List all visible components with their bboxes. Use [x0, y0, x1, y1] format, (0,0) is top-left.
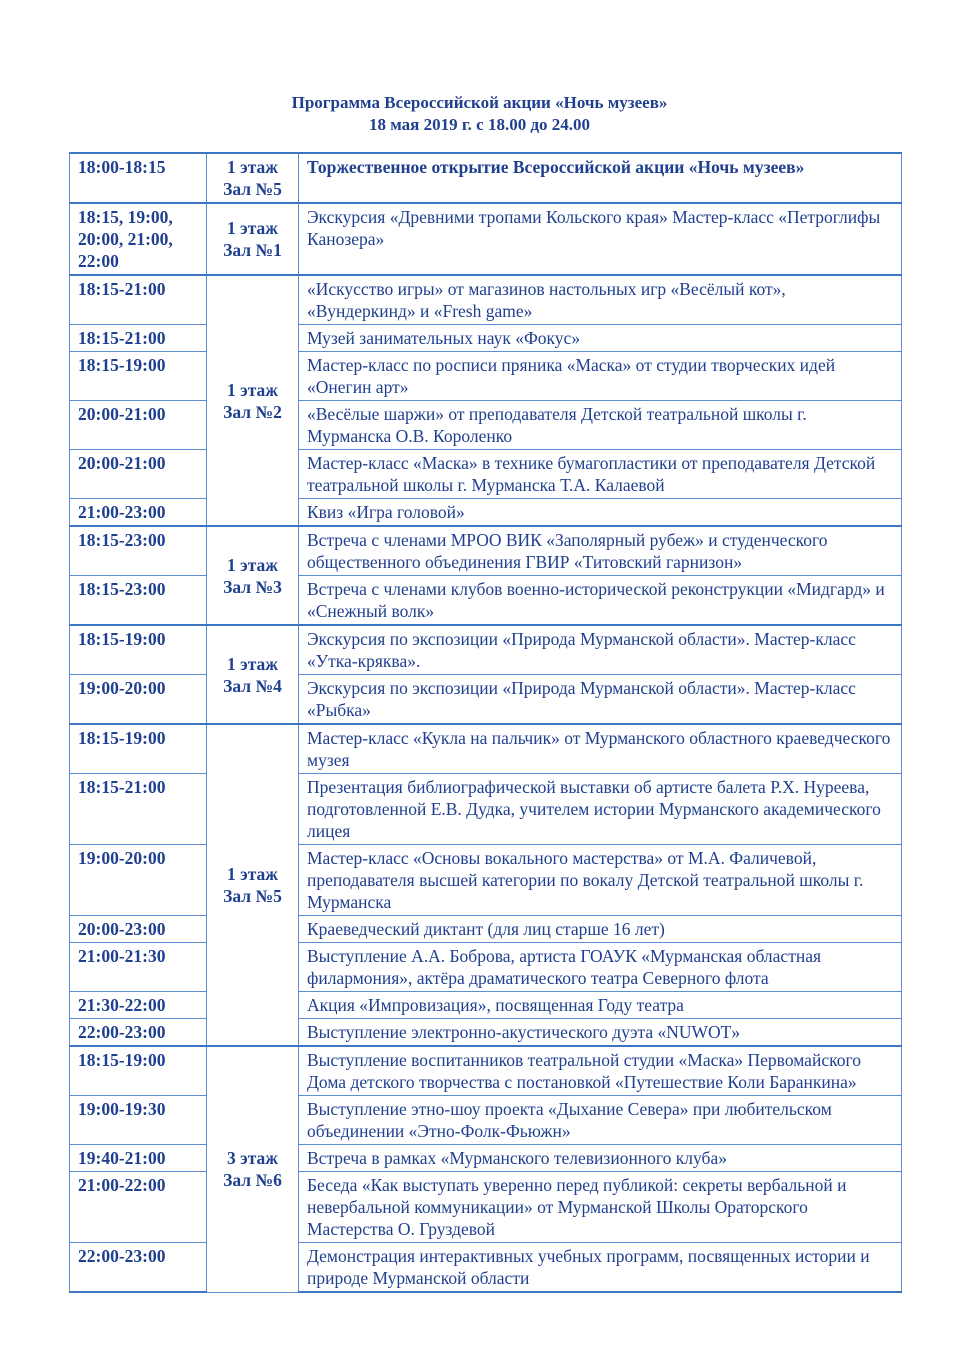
hall-cell [207, 724, 299, 1046]
title-line-2: 18 мая 2019 г. с 18.00 до 24.00 [368, 115, 591, 134]
table-row [70, 1145, 902, 1172]
table-row [70, 275, 902, 325]
table-row [70, 499, 902, 527]
hall-cell [207, 275, 299, 526]
hall-label: Зал №2 [223, 401, 282, 422]
hall-cell [207, 153, 299, 203]
table-row [70, 675, 902, 725]
time-cell: 21:30-22:00 [70, 992, 207, 1019]
time-cell: 19:40-21:00 [70, 1145, 207, 1172]
table-row [70, 153, 902, 203]
time-cell: 21:00-22:00 [70, 1172, 207, 1243]
hall-cell [207, 526, 299, 625]
event-description: «Искусство игры» от магазинов настольных игр «Весёлый кот», «Вундеркинд» и «Fresh game» [299, 275, 902, 325]
event-description: Экскурсия по экспозиции «Природа Мурманской области». Мастер-класс «Утка-кряква». [299, 625, 902, 675]
table-row [70, 1046, 902, 1096]
floor-label: 1 этаж [227, 218, 278, 238]
table-row [70, 625, 902, 675]
program-table [69, 152, 902, 1293]
event-description: Мастер-класс «Маска» в технике бумагопластики от преподавателя Детской театральной школы г. Мурманска Т.А. Калаевой [299, 450, 902, 499]
table-row [70, 1096, 902, 1145]
floor-label: 1 этаж [227, 379, 278, 400]
event-description: Экскурсия по экспозиции «Природа Мурманской области». Мастер-класс «Рыбка» [299, 675, 902, 725]
hall-cell [207, 1046, 299, 1292]
event-description: Экскурсия «Древними тропами Кольского края» Мастер-класс «Петроглифы Канозера» [299, 203, 902, 275]
table-row [70, 526, 902, 576]
event-description: Квиз «Игра головой» [299, 499, 902, 527]
hall-cell [207, 625, 299, 724]
floor-label: 1 этаж [227, 864, 278, 884]
time-cell: 18:15-19:00 [70, 724, 207, 774]
time-cell: 18:15-21:00 [70, 774, 207, 845]
event-description: Мастер-класс «Основы вокального мастерства» от М.А. Фаличевой, преподавателя высшей категории по вокалу Детской театральной школы г. Мурманска [299, 845, 902, 916]
time-cell: 18:15-21:00 [70, 275, 207, 325]
table-row [70, 943, 902, 992]
event-description: Акция «Импровизация», посвященная Году театра [299, 992, 902, 1019]
time-cell: 22:00-23:00 [70, 1243, 207, 1293]
time-cell: 20:00-21:00 [70, 450, 207, 499]
event-description: Беседа «Как выступать уверенно перед публикой: секреты вербальной и невербальной коммуникации» от Мурманской Школы Ораторского Мастерства О. Груздевой [299, 1172, 902, 1243]
floor-label: 3 этаж [227, 1148, 278, 1169]
table-row [70, 352, 902, 401]
time-cell: 19:00-19:30 [70, 1096, 207, 1145]
time-cell: 20:00-21:00 [70, 401, 207, 450]
hall-label: Зал №3 [223, 576, 282, 597]
table-row [70, 774, 902, 845]
time-cell: 21:00-21:30 [70, 943, 207, 992]
event-description: Выступление воспитанников театральной студии «Маска» Первомайского Дома детского творчества с постановкой «Путешествие Коли Баранкина» [299, 1046, 902, 1096]
table-row [70, 450, 902, 499]
table-row [70, 845, 902, 916]
event-description: Демонстрация интерактивных учебных программ, посвященных истории и природе Мурманской области [299, 1243, 902, 1293]
time-cell: 22:00-23:00 [70, 1019, 207, 1047]
time-cell: 20:00-23:00 [70, 916, 207, 943]
event-description: Выступление А.А. Боброва, артиста ГОАУК «Мурманская областная филармония», актёра драматического театра Северного флота [299, 943, 902, 992]
event-description: Торжественное открытие Всероссийской акции «Ночь музеев» [299, 153, 902, 203]
floor-label: 1 этаж [227, 554, 278, 575]
floor-label: 1 этаж [227, 653, 278, 674]
title-line-1: Программа Всероссийской акции «Ночь музеев» [291, 93, 668, 112]
event-description: Встреча в рамках «Мурманского телевизионного клуба» [299, 1145, 902, 1172]
program-table-body [70, 153, 902, 1292]
table-row [70, 203, 902, 275]
time-cell: 18:15-19:00 [70, 1046, 207, 1096]
time-cell: 18:00-18:15 [70, 153, 207, 203]
time-cell: 18:15-19:00 [70, 625, 207, 675]
page-title [0, 92, 959, 136]
table-row [70, 992, 902, 1019]
event-description: Встреча с членами клубов военно-исторической реконструкции «Мидгард» и «Снежный волк» [299, 576, 902, 626]
time-cell: 21:00-23:00 [70, 499, 207, 527]
table-row [70, 325, 902, 352]
event-description: Мастер-класс по росписи пряника «Маска» от студии творческих идей «Онегин арт» [299, 352, 902, 401]
event-description: Выступление электронно-акустического дуэта «NUWOT» [299, 1019, 902, 1047]
time-cell: 18:15-23:00 [70, 526, 207, 576]
time-cell: 18:15-19:00 [70, 352, 207, 401]
hall-label: Зал №5 [223, 886, 282, 906]
hall-cell [207, 203, 299, 275]
event-description: «Весёлые шаржи» от преподавателя Детской театральной школы г. Мурманска О.В. Короленко [299, 401, 902, 450]
time-cell: 19:00-20:00 [70, 675, 207, 725]
time-cell: 18:15, 19:00, 20:00, 21:00, 22:00 [70, 203, 207, 275]
event-description: Встреча с членами МРОО ВИК «Заполярный рубеж» и студенческого общественного объединения ГВИР «Титовский гарнизон» [299, 526, 902, 576]
event-description: Мастер-класс «Кукла на пальчик» от Мурманского областного краеведческого музея [299, 724, 902, 774]
event-description: Презентация библиографической выставки об артисте балета Р.Х. Нуреева, подготовленной Е.В. Дудка, учителем истории Мурманского академического лицея [299, 774, 902, 845]
table-row [70, 1243, 902, 1293]
table-row [70, 916, 902, 943]
floor-label: 1 этаж [227, 157, 278, 177]
table-row [70, 1172, 902, 1243]
hall-label: Зал №4 [223, 675, 282, 696]
hall-label: Зал №5 [223, 179, 282, 199]
event-description: Музей занимательных наук «Фокус» [299, 325, 902, 352]
hall-label: Зал №1 [223, 240, 282, 260]
event-description: Краеведческий диктант (для лиц старше 16 лет) [299, 916, 902, 943]
table-row [70, 576, 902, 626]
table-row [70, 1019, 902, 1047]
event-description: Выступление этно-шоу проекта «Дыхание Севера» при любительском объединении «Этно-Фолк-Фьюжн» [299, 1096, 902, 1145]
table-row [70, 724, 902, 774]
time-cell: 19:00-20:00 [70, 845, 207, 916]
hall-label: Зал №6 [223, 1170, 282, 1191]
time-cell: 18:15-23:00 [70, 576, 207, 626]
time-cell: 18:15-21:00 [70, 325, 207, 352]
table-row [70, 401, 902, 450]
